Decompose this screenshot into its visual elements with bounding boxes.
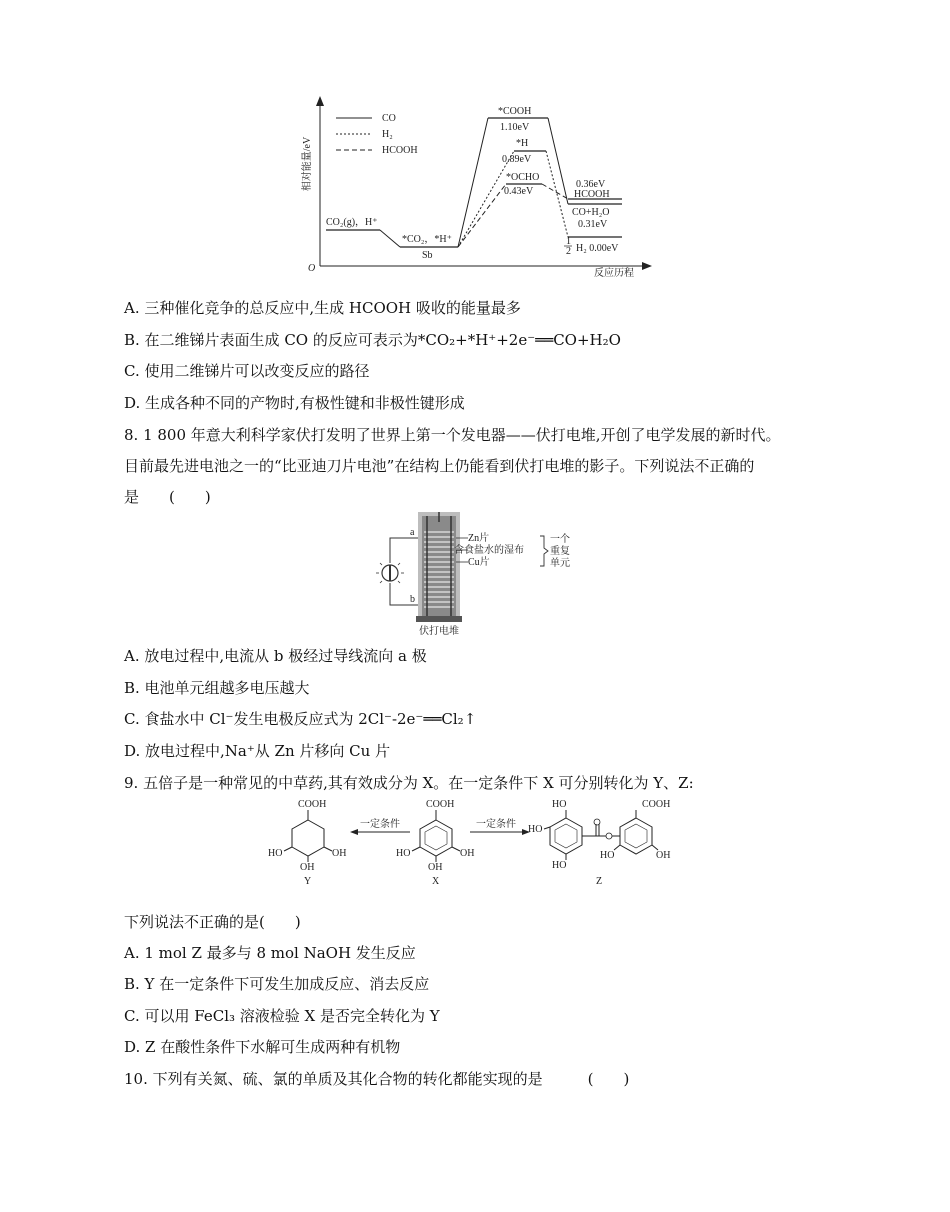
y-axis-label: 相对能量/eV <box>302 136 313 192</box>
z-ho-left: HO <box>528 824 543 835</box>
y-ho: HO <box>268 848 283 859</box>
ts-cooh-name: *COOH <box>498 106 532 117</box>
legend-co: CO <box>382 113 396 124</box>
z-ho-bottom: HO <box>552 860 567 871</box>
unit-label-1: 一个 <box>550 534 570 545</box>
x-oh-right: OH <box>460 848 475 859</box>
y-oh-bottom: OH <box>300 862 315 873</box>
start-label: CO₂(g)，H⁺ <box>326 217 378 228</box>
x-ho: HO <box>396 848 411 859</box>
end-mid-name: CO+H₂O <box>572 207 610 218</box>
ts-cooh-value: 1.10eV <box>500 122 530 133</box>
q7-option-a: A. 三种催化竞争的总反应中,生成 HCOOH 吸收的能量最多 <box>124 299 521 317</box>
origin-label: O <box>308 263 316 274</box>
structures-figure <box>262 796 702 892</box>
structure-z <box>528 799 670 887</box>
q8-option-c: C. 食盐水中 Cl⁻发生电极反应式为 2Cl⁻-2e⁻══Cl₂↑ <box>124 710 477 728</box>
voltaic-pile-figure <box>372 508 582 638</box>
cu-plate-label: Cu片 <box>468 557 490 568</box>
ts-h-name: *H <box>516 138 529 149</box>
q9-stem: 9. 五倍子是一种常见的中草药,其有效成分为 X。在一定条件下 X 可分别转化为 Y、Z: <box>124 774 694 792</box>
terminal-b: b <box>410 594 415 605</box>
ts-h-value: 0.89eV <box>502 154 532 165</box>
condition-2: 一定条件 <box>476 819 516 830</box>
end-top-name: HCOOH <box>574 189 610 200</box>
end-top-value: 0.36eV <box>576 179 606 190</box>
q8-stem-1: 8. 1 800 年意大利科学家伏打发明了世界上第一个发电器——伏打电堆,开创了电学发展的新时代。 <box>124 426 781 444</box>
end-low-num: 1 <box>566 236 571 247</box>
z-oh-right: OH <box>656 850 671 861</box>
cloth-label: 含食盐水的湿布 <box>454 545 524 556</box>
mid-sub: Sb <box>422 250 433 261</box>
q8-option-a: A. 放电过程中,电流从 b 极经过导线流向 a 极 <box>124 647 427 665</box>
q8-stem-3: 是 ( ) <box>124 488 211 506</box>
q8-option-d: D. 放电过程中,Na⁺从 Zn 片移向 Cu 片 <box>124 742 391 760</box>
q9-question: 下列说法不正确的是( ) <box>124 913 301 931</box>
unit-label-2: 重复 <box>550 546 570 557</box>
structure-x <box>396 799 474 887</box>
end-mid-value: 0.31eV <box>578 219 608 230</box>
q9-option-b: B. Y 在一定条件下可发生加成反应、消去反应 <box>124 975 430 993</box>
z-ho-right-ring: HO <box>600 850 615 861</box>
mid-label: *CO₂，*H⁺ <box>402 234 452 245</box>
z-label: Z <box>596 876 603 887</box>
q8-option-b: B. 电池单元组越多电压越大 <box>124 679 310 697</box>
q8-stem-2: 目前最先进电池之一的“比亚迪刀片电池”在结构上仍能看到伏打电堆的影子。下列说法不正确的 <box>124 457 755 475</box>
ts-ocho-value: 0.43eV <box>504 186 534 197</box>
unit-label-3: 单元 <box>550 558 570 569</box>
legend-h2: H₂ <box>382 129 393 140</box>
q9-option-a: A. 1 mol Z 最多与 8 mol NaOH 发生反应 <box>124 944 416 962</box>
x-label: X <box>432 876 440 887</box>
x-oh-bottom: OH <box>428 862 443 873</box>
structure-y <box>268 799 346 887</box>
q9-option-c: C. 可以用 FeCl₃ 溶液检验 X 是否完全转化为 Y <box>124 1007 440 1025</box>
pile-caption: 伏打电堆 <box>419 626 459 637</box>
q9-option-d: D. Z 在酸性条件下水解可生成两种有机物 <box>124 1038 401 1056</box>
zn-plate-label: Zn片 <box>468 533 490 544</box>
q7-option-b: B. 在二维锑片表面生成 CO 的反应可表示为*CO₂+*H⁺+2e⁻══CO+H₂O <box>124 331 621 349</box>
q10-stem: 10. 下列有关氮、硫、氯的单质及其化合物的转化都能实现的是 ( ) <box>124 1070 630 1088</box>
q7-option-c: C. 使用二维锑片可以改变反应的路径 <box>124 362 370 380</box>
x-cooh: COOH <box>426 799 455 810</box>
condition-1: 一定条件 <box>360 819 400 830</box>
z-cooh: COOH <box>642 799 671 810</box>
terminal-a: a <box>410 527 415 538</box>
z-ho-top: HO <box>552 799 567 810</box>
x-axis-label: 反应历程 <box>594 268 634 279</box>
y-oh-right: OH <box>332 848 347 859</box>
end-low-name: H₂ 0.00eV <box>576 243 619 254</box>
ts-ocho-name: *OCHO <box>506 172 540 183</box>
end-low-den: 2 <box>566 246 571 257</box>
y-cooh: COOH <box>298 799 327 810</box>
energy-diagram <box>296 94 656 280</box>
legend-hcooh: HCOOH <box>382 145 418 156</box>
y-label: Y <box>304 876 312 887</box>
q7-option-d: D. 生成各种不同的产物时,有极性键和非极性键形成 <box>124 394 465 412</box>
